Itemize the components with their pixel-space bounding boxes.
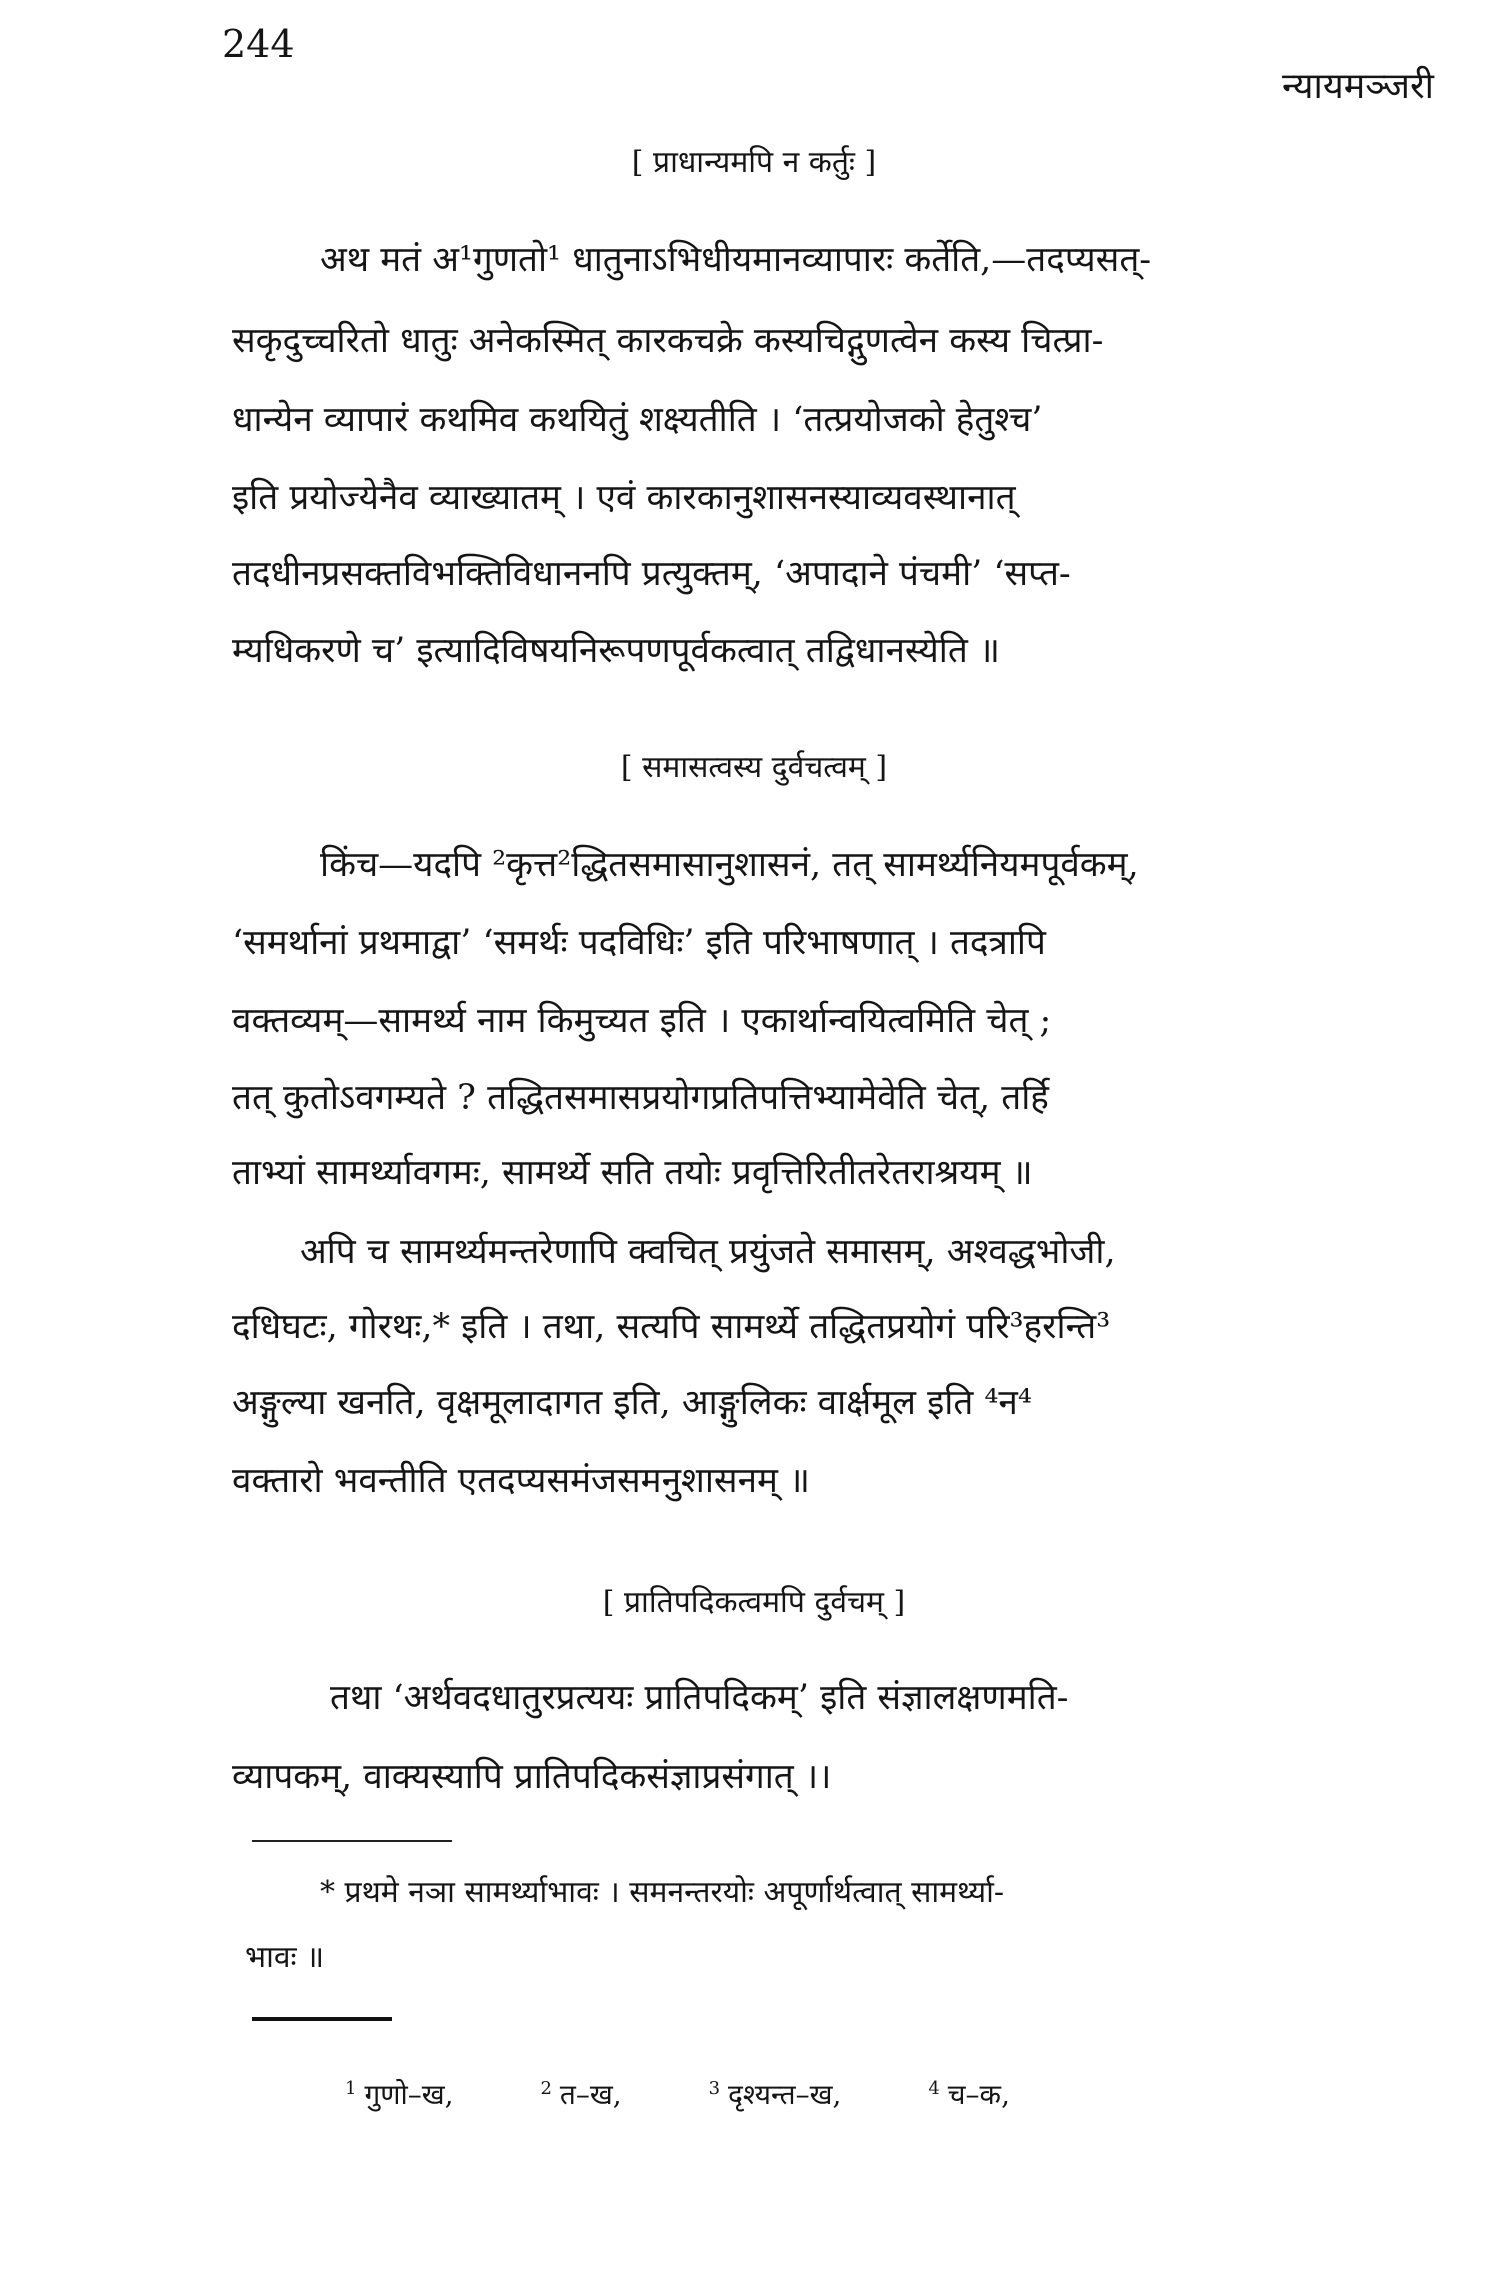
- variant-reading: $^2$ त–ख,: [540, 2077, 622, 2111]
- text-line: किंच—यदपि ²कृत्त²द्धितसमासानुशासनं, तत् सामर्थ्यनियमपूर्वकम्,: [320, 845, 1139, 885]
- variant-reading: $^3$ दृश्यन्त–ख,: [708, 2077, 842, 2111]
- section-heading: [ समासत्वस्य दुर्वचत्वम् ]: [620, 750, 888, 785]
- text-line: वक्तारो भवन्तीति एतदप्यसमंजसमनुशासनम् ॥: [232, 1461, 811, 1501]
- footnote-line: भावः ॥: [245, 1940, 325, 1975]
- footnote-line: * प्रथमे नञा सामर्थ्याभावः । समनन्तरयोः अपूर्णार्थत्वात् सामर्थ्या-: [320, 1875, 1004, 1910]
- text-line: सकृदुच्चरितो धातुः अनेकस्मित् कारकचक्रे कस्यचिद्गुणत्वेन कस्य चित्प्रा-: [232, 321, 1104, 361]
- text-line: ‘समर्थानां प्रथमाद्वा’ ‘समर्थः पदविधिः’ इति परिभाषणात् । तदत्रापि: [232, 923, 1046, 963]
- text-line: तत् कुतोऽवगम्यते ? तद्धितसमासप्रयोगप्रतिपत्तिभ्यामेवेति चेत्, तर्हि: [232, 1078, 1049, 1118]
- text-line: ताभ्यां सामर्थ्यावगमः, सामर्थ्ये सति तयोः प्रवृत्तिरितीतरेतराश्रयम् ॥: [232, 1153, 1033, 1193]
- variants-divider: [252, 2017, 392, 2021]
- running-title: न्यायमञ्जरी: [1282, 66, 1434, 107]
- text-line: अपि च सामर्थ्यमन्तरेणापि क्वचित् प्रयुंजते समासम्, अश्वद्धभोजी,: [300, 1232, 1116, 1272]
- footnote-divider: [252, 1840, 452, 1842]
- section-heading: [ प्राधान्यमपि न कर्तुः ]: [631, 145, 877, 180]
- text-line: वक्तव्यम्—सामर्थ्य नाम किमुच्यत इति । एकार्थान्वयित्वमिति चेत् ;: [232, 1001, 1052, 1041]
- text-line: धान्येन व्यापारं कथमिव कथयितुं शक्ष्यतीति । ‘तत्प्रयोजको हेतुश्च’: [232, 400, 1043, 440]
- variant-reading: $^4$ च–क,: [928, 2077, 1010, 2111]
- variant-reading: $^1$ गुणो–ख,: [345, 2077, 454, 2111]
- section-heading: [ प्रातिपदिकत्वमपि दुर्वचम् ]: [602, 1585, 906, 1620]
- text-line: अङ्गुल्या खनति, वृक्षमूलादागत इति, आङ्गुलिकः वार्क्षमूल इति ⁴न⁴: [232, 1383, 1032, 1423]
- variant-readings: [345, 2075, 1088, 2113]
- text-line: तदधीनप्रसक्तविभक्तिविधाननपि प्रत्युक्तम्, ‘अपादाने पंचमी’ ‘सप्त-: [232, 554, 1071, 594]
- text-line: म्यधिकरणे च’ इत्यादिविषयनिरूपणपूर्वकत्वात् तद्विधानस्येति ॥: [232, 631, 1000, 671]
- page-number: 244: [222, 22, 295, 66]
- text-line: इति प्रयोज्येनैव व्याख्यातम् । एवं कारकानुशासनस्याव्यवस्थानात्: [232, 478, 1016, 518]
- text-line: व्यापकम्, वाक्यस्यापि प्रातिपदिकसंज्ञाप्रसंगात् ।।: [232, 1757, 832, 1797]
- text-line: अथ मतं अ¹गुणतो¹ धातुनाऽभिधीयमानव्यापारः कर्तेति,—तदप्यसत्-: [320, 240, 1152, 280]
- text-line: तथा ‘अर्थवदधातुरप्रत्ययः प्रातिपदिकम्’ इति संज्ञालक्षणमति-: [330, 1678, 1069, 1718]
- text-line: दधिघटः, गोरथः,* इति । तथा, सत्यपि सामर्थ्ये तद्धितप्रयोगं परि³हरन्ति³: [232, 1307, 1111, 1347]
